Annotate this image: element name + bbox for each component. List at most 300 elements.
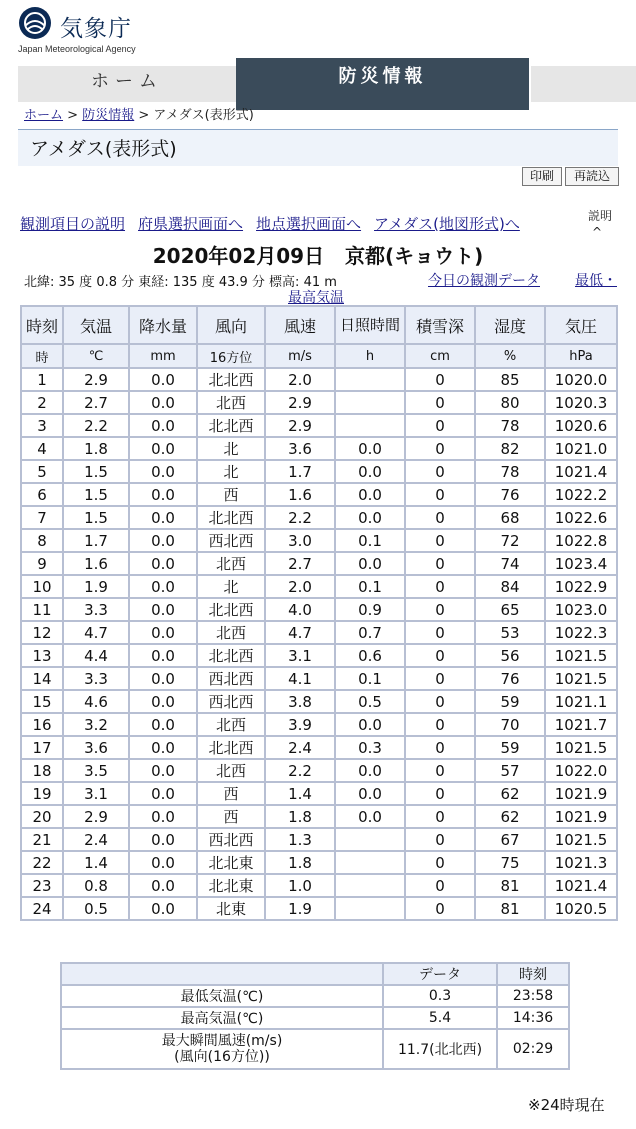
cell-pressure: 1020.5: [545, 897, 617, 920]
table-row: [21, 713, 617, 736]
summary-label-line1: 最大瞬間風速(m/s): [161, 1033, 283, 1049]
table-row: [21, 851, 617, 874]
cell-pressure: 1021.4: [545, 460, 617, 483]
summary-label: 最高気温(℃): [61, 1007, 383, 1029]
cell-wind-speed: 3.8: [265, 690, 335, 713]
cell-precip: 0.0: [129, 736, 197, 759]
summary-header-time: 時刻: [497, 963, 569, 985]
cell-humidity: 76: [475, 667, 545, 690]
nav-spacer: [531, 66, 636, 102]
cell-precip: 0.0: [129, 805, 197, 828]
cell-humidity: 76: [475, 483, 545, 506]
cell-snow: 0: [405, 644, 475, 667]
cell-time: 7: [21, 506, 63, 529]
cell-humidity: 80: [475, 391, 545, 414]
link-amedas-map[interactable]: アメダス(地図形式)へ: [374, 215, 520, 233]
observation-date: 2020年02月09日: [152, 244, 325, 268]
cell-temp: 1.5: [63, 483, 129, 506]
table-row: [21, 667, 617, 690]
summary-value: 5.4: [383, 1007, 497, 1029]
unit-snow: cm: [405, 344, 475, 368]
cell-pressure: 1022.3: [545, 621, 617, 644]
cell-sunshine: 0.1: [335, 575, 405, 598]
summary-label: [61, 1029, 383, 1069]
cell-humidity: 78: [475, 414, 545, 437]
cell-humidity: 81: [475, 897, 545, 920]
cell-pressure: 1023.0: [545, 598, 617, 621]
summary-label-line2: (風向(16方位)): [174, 1049, 270, 1065]
cell-pressure: 1021.5: [545, 644, 617, 667]
logo-text: 気象庁: [60, 16, 132, 42]
table-header-row: [21, 306, 617, 344]
cell-snow: 0: [405, 897, 475, 920]
table-unit-row: [21, 344, 617, 368]
cell-wind-speed: 4.0: [265, 598, 335, 621]
cell-pressure: 1022.6: [545, 506, 617, 529]
unit-time: 時: [21, 344, 63, 368]
cell-sunshine: 0.5: [335, 690, 405, 713]
cell-wind-speed: 3.9: [265, 713, 335, 736]
table-row: [21, 621, 617, 644]
cell-snow: 0: [405, 598, 475, 621]
print-button[interactable]: 印刷: [522, 167, 562, 186]
cell-wind-speed: 1.3: [265, 828, 335, 851]
cell-wind-speed: 2.4: [265, 736, 335, 759]
cell-time: 20: [21, 805, 63, 828]
table-row: [21, 598, 617, 621]
cell-sunshine: 0.0: [335, 437, 405, 460]
cell-temp: 3.5: [63, 759, 129, 782]
cell-sunshine: [335, 874, 405, 897]
cell-wind-dir: 北西: [197, 759, 265, 782]
cell-temp: 0.5: [63, 897, 129, 920]
summary-time: 23:58: [497, 985, 569, 1007]
cell-temp: 1.5: [63, 506, 129, 529]
table-row: [21, 414, 617, 437]
cell-wind-speed: 3.6: [265, 437, 335, 460]
table-row: [21, 575, 617, 598]
cell-pressure: 1021.3: [545, 851, 617, 874]
jma-logo-icon: [18, 6, 52, 40]
cell-snow: 0: [405, 621, 475, 644]
cell-wind-speed: 1.8: [265, 851, 335, 874]
summary-row: [61, 1007, 569, 1029]
col-header-precip: 降水量: [129, 306, 197, 344]
cell-temp: 1.8: [63, 437, 129, 460]
cell-precip: 0.0: [129, 529, 197, 552]
cell-precip: 0.0: [129, 759, 197, 782]
cell-pressure: 1021.9: [545, 782, 617, 805]
breadcrumb-current: アメダス(表形式): [153, 108, 254, 123]
cell-wind-speed: 1.7: [265, 460, 335, 483]
link-min-max-temp[interactable]: 最低・: [575, 273, 617, 289]
cell-sunshine: 0.0: [335, 805, 405, 828]
cell-pressure: 1020.0: [545, 368, 617, 391]
cell-humidity: 85: [475, 368, 545, 391]
cell-pressure: 1021.4: [545, 874, 617, 897]
cell-sunshine: [335, 368, 405, 391]
col-header-wind-speed: 風速: [265, 306, 335, 344]
table-row: [21, 460, 617, 483]
cell-time: 11: [21, 598, 63, 621]
cell-snow: 0: [405, 805, 475, 828]
cell-wind-speed: 3.0: [265, 529, 335, 552]
cell-precip: 0.0: [129, 851, 197, 874]
cell-wind-dir: 北北東: [197, 874, 265, 897]
cell-wind-speed: 1.9: [265, 897, 335, 920]
cell-wind-dir: 北西: [197, 552, 265, 575]
link-min-max-temp-cont[interactable]: 最高気温: [288, 290, 344, 306]
cell-time: 22: [21, 851, 63, 874]
table-row: [21, 644, 617, 667]
table-row: [21, 483, 617, 506]
unit-sunshine: h: [335, 344, 405, 368]
cell-temp: 1.5: [63, 460, 129, 483]
cell-pressure: 1021.1: [545, 690, 617, 713]
cell-pressure: 1020.6: [545, 414, 617, 437]
cell-sunshine: 0.0: [335, 460, 405, 483]
table-row: [21, 391, 617, 414]
cell-snow: 0: [405, 782, 475, 805]
table-row: [21, 897, 617, 920]
jma-logo[interactable]: [18, 6, 168, 56]
cell-wind-dir: 北: [197, 437, 265, 460]
cell-wind-speed: 4.7: [265, 621, 335, 644]
cell-wind-dir: 西: [197, 805, 265, 828]
cell-wind-speed: 2.0: [265, 575, 335, 598]
cell-wind-dir: 北: [197, 575, 265, 598]
chevron-up-icon[interactable]: ^: [592, 225, 603, 239]
cell-sunshine: [335, 897, 405, 920]
breadcrumb-separator: >: [67, 108, 79, 123]
cell-sunshine: [335, 828, 405, 851]
cell-wind-dir: 北北西: [197, 506, 265, 529]
table-row: [21, 759, 617, 782]
cell-sunshine: [335, 391, 405, 414]
table-row: [21, 782, 617, 805]
reload-button[interactable]: 再読込: [565, 167, 619, 186]
cell-precip: 0.0: [129, 644, 197, 667]
cell-pressure: 1020.3: [545, 391, 617, 414]
cell-sunshine: 0.0: [335, 483, 405, 506]
cell-snow: 0: [405, 460, 475, 483]
col-header-sunshine: 日照時間: [335, 306, 405, 344]
cell-temp: 2.9: [63, 805, 129, 828]
cell-humidity: 78: [475, 460, 545, 483]
cell-time: 5: [21, 460, 63, 483]
cell-humidity: 81: [475, 874, 545, 897]
cell-wind-speed: 4.1: [265, 667, 335, 690]
cell-wind-speed: 2.0: [265, 368, 335, 391]
cell-snow: 0: [405, 483, 475, 506]
col-header-temp: 気温: [63, 306, 129, 344]
cell-time: 19: [21, 782, 63, 805]
summary-table: [60, 962, 570, 1070]
cell-sunshine: 0.3: [335, 736, 405, 759]
cell-snow: 0: [405, 529, 475, 552]
cell-time: 23: [21, 874, 63, 897]
cell-pressure: 1022.2: [545, 483, 617, 506]
cell-snow: 0: [405, 391, 475, 414]
cell-time: 8: [21, 529, 63, 552]
cell-temp: 2.7: [63, 391, 129, 414]
cell-wind-dir: 西北西: [197, 828, 265, 851]
table-row: [21, 437, 617, 460]
col-header-snow: 積雪深: [405, 306, 475, 344]
nav-tab-bousai[interactable]: 防災情報: [236, 58, 529, 110]
summary-row: [61, 985, 569, 1007]
cell-humidity: 59: [475, 690, 545, 713]
col-header-wind-dir: 風向: [197, 306, 265, 344]
cell-sunshine: 0.0: [335, 759, 405, 782]
cell-time: 12: [21, 621, 63, 644]
cell-temp: 3.6: [63, 736, 129, 759]
cell-time: 2: [21, 391, 63, 414]
cell-wind-dir: 北西: [197, 391, 265, 414]
cell-temp: 2.4: [63, 828, 129, 851]
col-header-humidity: 湿度: [475, 306, 545, 344]
breadcrumb: [24, 104, 254, 123]
table-row: [21, 690, 617, 713]
cell-temp: 4.4: [63, 644, 129, 667]
cell-wind-dir: 西北西: [197, 529, 265, 552]
cell-sunshine: 0.7: [335, 621, 405, 644]
table-row: [21, 552, 617, 575]
cell-snow: 0: [405, 690, 475, 713]
cell-precip: 0.0: [129, 437, 197, 460]
unit-pressure: hPa: [545, 344, 617, 368]
breadcrumb-separator: >: [138, 108, 150, 123]
table-row: [21, 529, 617, 552]
page-title: アメダス(表形式): [30, 138, 177, 160]
cell-sunshine: 0.0: [335, 552, 405, 575]
cell-sunshine: [335, 414, 405, 437]
cell-wind-speed: 2.2: [265, 506, 335, 529]
cell-snow: 0: [405, 759, 475, 782]
cell-pressure: 1022.9: [545, 575, 617, 598]
cell-wind-dir: 西: [197, 782, 265, 805]
cell-precip: 0.0: [129, 414, 197, 437]
cell-temp: 4.7: [63, 621, 129, 644]
cell-pressure: 1022.0: [545, 759, 617, 782]
cell-wind-speed: 2.2: [265, 759, 335, 782]
cell-time: 21: [21, 828, 63, 851]
global-nav: [18, 58, 636, 103]
cell-snow: 0: [405, 414, 475, 437]
cell-humidity: 62: [475, 782, 545, 805]
unit-wind-dir: 16方位: [197, 344, 265, 368]
cell-snow: 0: [405, 667, 475, 690]
table-row: [21, 805, 617, 828]
logo-subtitle: Japan Meteorological Agency: [18, 44, 136, 54]
cell-time: 9: [21, 552, 63, 575]
cell-humidity: 68: [475, 506, 545, 529]
cell-wind-speed: 2.9: [265, 391, 335, 414]
cell-humidity: 72: [475, 529, 545, 552]
cell-precip: 0.0: [129, 552, 197, 575]
cell-time: 6: [21, 483, 63, 506]
cell-pressure: 1021.5: [545, 736, 617, 759]
cell-sunshine: 0.0: [335, 506, 405, 529]
cell-temp: 1.4: [63, 851, 129, 874]
link-observation-explanation[interactable]: 観測項目の説明: [20, 215, 126, 233]
cell-snow: 0: [405, 506, 475, 529]
cell-sunshine: 0.6: [335, 644, 405, 667]
cell-snow: 0: [405, 736, 475, 759]
cell-snow: 0: [405, 713, 475, 736]
cell-temp: 0.8: [63, 874, 129, 897]
unit-temp: ℃: [63, 344, 129, 368]
cell-pressure: 1021.0: [545, 437, 617, 460]
cell-snow: 0: [405, 828, 475, 851]
cell-humidity: 74: [475, 552, 545, 575]
cell-temp: 2.2: [63, 414, 129, 437]
cell-pressure: 1021.5: [545, 828, 617, 851]
summary-header-data: データ: [383, 963, 497, 985]
cell-temp: 4.6: [63, 690, 129, 713]
cell-humidity: 53: [475, 621, 545, 644]
cell-precip: 0.0: [129, 874, 197, 897]
cell-time: 15: [21, 690, 63, 713]
unit-wind-speed: m/s: [265, 344, 335, 368]
cell-humidity: 82: [475, 437, 545, 460]
explanation-toggle-label[interactable]: 説明: [588, 209, 613, 223]
cell-wind-dir: 北北西: [197, 644, 265, 667]
cell-temp: 3.3: [63, 598, 129, 621]
cell-time: 4: [21, 437, 63, 460]
summary-time: 02:29: [497, 1029, 569, 1069]
cell-wind-speed: 1.0: [265, 874, 335, 897]
table-row: [21, 506, 617, 529]
cell-precip: 0.0: [129, 690, 197, 713]
nav-links: [20, 213, 600, 234]
link-today-data[interactable]: 今日の観測データ: [428, 273, 540, 289]
col-header-pressure: 気圧: [545, 306, 617, 344]
link-station-select[interactable]: 地点選択画面へ: [256, 215, 362, 233]
summary-header-blank: [61, 963, 383, 985]
cell-precip: 0.0: [129, 667, 197, 690]
cell-time: 3: [21, 414, 63, 437]
nav-tab-home[interactable]: ホーム: [18, 66, 236, 102]
cell-time: 16: [21, 713, 63, 736]
cell-sunshine: 0.1: [335, 529, 405, 552]
breadcrumb-bousai-link[interactable]: 防災情報: [82, 108, 135, 123]
cell-wind-dir: 北北東: [197, 851, 265, 874]
cell-snow: 0: [405, 552, 475, 575]
cell-precip: 0.0: [129, 897, 197, 920]
cell-wind-speed: 3.1: [265, 644, 335, 667]
cell-pressure: 1023.4: [545, 552, 617, 575]
cell-humidity: 75: [475, 851, 545, 874]
cell-sunshine: 0.1: [335, 667, 405, 690]
station-name: 京都(キョウト): [344, 244, 484, 268]
cell-time: 1: [21, 368, 63, 391]
cell-wind-dir: 西: [197, 483, 265, 506]
cell-snow: 0: [405, 368, 475, 391]
observation-headline: [0, 240, 636, 269]
cell-sunshine: 0.0: [335, 782, 405, 805]
cell-wind-speed: 2.7: [265, 552, 335, 575]
cell-humidity: 65: [475, 598, 545, 621]
amedas-table: [20, 305, 618, 921]
cell-sunshine: 0.9: [335, 598, 405, 621]
cell-wind-speed: 1.4: [265, 782, 335, 805]
col-header-time: 時刻: [21, 306, 63, 344]
table-row: [21, 874, 617, 897]
cell-temp: 1.6: [63, 552, 129, 575]
cell-precip: 0.0: [129, 575, 197, 598]
cell-snow: 0: [405, 575, 475, 598]
cell-wind-dir: 西北西: [197, 690, 265, 713]
cell-precip: 0.0: [129, 828, 197, 851]
cell-pressure: 1021.7: [545, 713, 617, 736]
cell-humidity: 67: [475, 828, 545, 851]
summary-row: [61, 1029, 569, 1069]
cell-wind-dir: 北北西: [197, 736, 265, 759]
cell-sunshine: [335, 851, 405, 874]
summary-value: 0.3: [383, 985, 497, 1007]
cell-time: 14: [21, 667, 63, 690]
cell-temp: 3.2: [63, 713, 129, 736]
cell-temp: 3.3: [63, 667, 129, 690]
table-row: [21, 368, 617, 391]
cell-temp: 3.1: [63, 782, 129, 805]
cell-time: 13: [21, 644, 63, 667]
cell-pressure: 1021.9: [545, 805, 617, 828]
cell-wind-dir: 北西: [197, 621, 265, 644]
cell-wind-dir: 北東: [197, 897, 265, 920]
page-title-bar: [18, 129, 618, 166]
cell-wind-dir: 北: [197, 460, 265, 483]
cell-precip: 0.0: [129, 391, 197, 414]
cell-precip: 0.0: [129, 713, 197, 736]
cell-humidity: 56: [475, 644, 545, 667]
cell-precip: 0.0: [129, 506, 197, 529]
cell-wind-speed: 1.8: [265, 805, 335, 828]
cell-wind-dir: 北北西: [197, 414, 265, 437]
cell-snow: 0: [405, 437, 475, 460]
cell-temp: 2.9: [63, 368, 129, 391]
cell-temp: 1.7: [63, 529, 129, 552]
cell-humidity: 59: [475, 736, 545, 759]
cell-wind-dir: 北北西: [197, 598, 265, 621]
cell-pressure: 1021.5: [545, 667, 617, 690]
unit-humidity: %: [475, 344, 545, 368]
cell-precip: 0.0: [129, 368, 197, 391]
cell-wind-dir: 西北西: [197, 667, 265, 690]
cell-time: 10: [21, 575, 63, 598]
cell-snow: 0: [405, 874, 475, 897]
cell-humidity: 62: [475, 805, 545, 828]
breadcrumb-home-link[interactable]: ホーム: [24, 108, 64, 123]
cell-time: 17: [21, 736, 63, 759]
link-prefecture-select[interactable]: 府県選択画面へ: [138, 215, 244, 233]
cell-wind-speed: 1.6: [265, 483, 335, 506]
cell-precip: 0.0: [129, 621, 197, 644]
station-info: 北緯: 35 度 0.8 分 東経: 135 度 43.9 分 標高: 41 m: [24, 275, 337, 290]
cell-time: 18: [21, 759, 63, 782]
cell-wind-speed: 2.9: [265, 414, 335, 437]
summary-value: 11.7(北北西): [383, 1029, 497, 1069]
cell-temp: 1.9: [63, 575, 129, 598]
cell-precip: 0.0: [129, 782, 197, 805]
cell-wind-dir: 北北西: [197, 368, 265, 391]
cell-precip: 0.0: [129, 598, 197, 621]
cell-sunshine: 0.0: [335, 713, 405, 736]
cell-humidity: 84: [475, 575, 545, 598]
footnote: ※24時現在: [528, 1096, 605, 1114]
cell-humidity: 57: [475, 759, 545, 782]
